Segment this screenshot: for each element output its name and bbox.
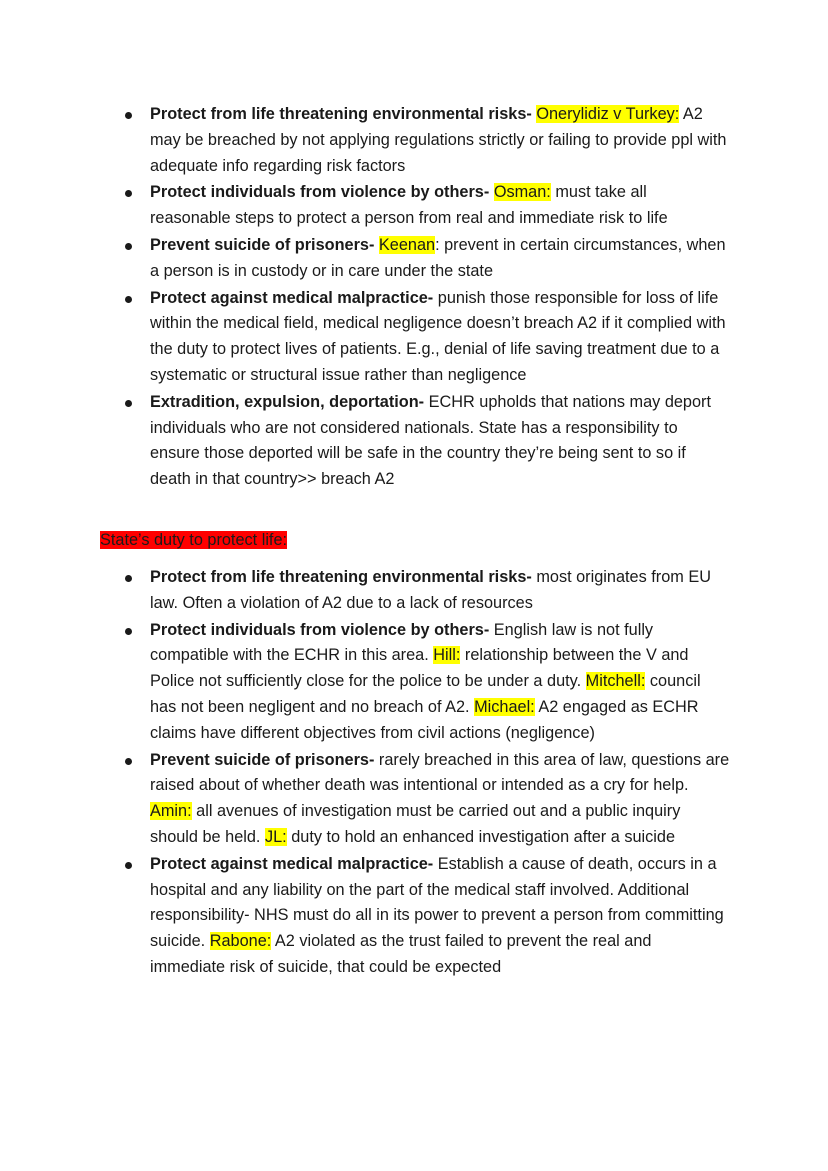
item-text: must take all reasonable steps to protect a person from real and immediate risk to life (150, 183, 668, 228)
item-text: ECHR upholds that nations may deport individuals who are not considered nationals. State has a responsibility to ensure those deported will be safe in the country they’re being sent to so if death in that country>> breach A2 (150, 392, 711, 489)
item-heading: Prevent suicide of prisoners- (150, 235, 375, 254)
list-item (150, 565, 730, 617)
bullet-icon (125, 243, 132, 250)
item-heading: Extradition, expulsion, deportation- (150, 392, 425, 411)
section-heading (100, 528, 287, 552)
case-name: JL: (264, 827, 287, 846)
item-text: A2 may be breached by not applying regulations strictly or failing to provide ppl with adequate info regarding risk factors (150, 105, 727, 175)
bullet-icon (125, 112, 132, 119)
list-item (150, 286, 730, 389)
item-text: most originates from EU law. Often a violation of A2 due to a lack of resources (150, 568, 711, 612)
item-text: relationship between the V and Police not sufficiently close for the police to be under a duty. (150, 646, 689, 691)
case-name: Onerylidiz v Turkey: (536, 105, 680, 123)
item-heading: Protect from life threatening environmental risks- (150, 105, 532, 123)
item-text: : prevent in certain circumstances, when a person is in custody or in care under the state (150, 235, 726, 280)
bullet-icon (125, 400, 132, 407)
list-item (150, 390, 730, 493)
item-text: punish those responsible for loss of life within the medical field, medical negligence doesn’t breach A2 if it complied with the duty to protect lives of patients. E.g., denial of life saving treatment due to a systematic or structural issue rather than negligence (150, 288, 726, 384)
case-name: Amin: (150, 802, 192, 821)
list-item (150, 180, 730, 232)
case-name: Mitchell: (585, 672, 646, 691)
item-heading: Protect individuals from violence by others- (150, 183, 490, 202)
bullet-list-state-duty (150, 565, 730, 982)
bullet-icon (125, 758, 132, 765)
item-heading: Protect from life threatening environmental risks- (150, 568, 532, 586)
case-name: Osman: (493, 183, 551, 202)
item-text: duty to hold an enhanced investigation after a suicide (286, 827, 676, 846)
case-name: Michael: (474, 697, 535, 716)
item-text: all avenues of investigation must be carried out and a public inquiry should be held. (150, 802, 681, 846)
item-text: A2 violated as the trust failed to prevent the real and immediate risk of suicide, that could be expected (150, 932, 652, 976)
case-name: Rabone: (209, 932, 272, 951)
item-heading: Protect against medical malpractice- (150, 854, 434, 873)
bullet-icon (125, 575, 132, 582)
item-text: Establish a cause of death, occurs in a hospital and any liability on the part of the medical staff involved. Additional responsibility- NHS must do all in its power to prevent a person from committing suicide. (150, 854, 724, 951)
case-name: Hill: (433, 646, 461, 665)
item-heading: Prevent suicide of prisoners- (150, 750, 375, 769)
bullet-list-duties (150, 102, 730, 494)
section-heading-text: State’s duty to protect life: (100, 531, 288, 549)
item-heading: Protect individuals from violence by others- (150, 620, 490, 639)
list-item (150, 102, 730, 179)
item-text: A2 engaged as ECHR claims have different objectives from civil actions (negligence) (150, 697, 699, 742)
list-item (150, 618, 730, 747)
item-text: council has not been negligent and no breach of A2. (150, 672, 701, 716)
bullet-icon (125, 862, 132, 869)
item-text: English law is not fully compatible with the ECHR in this area. (150, 620, 654, 665)
list-item (150, 748, 730, 851)
bullet-icon (125, 190, 132, 197)
case-name: Keenan (378, 235, 436, 254)
item-heading: Protect against medical malpractice- (150, 288, 434, 307)
bullet-icon (125, 296, 132, 303)
list-item (150, 852, 730, 981)
list-item (150, 233, 730, 285)
bullet-icon (125, 628, 132, 635)
item-text: rarely breached in this area of law, questions are raised about of whether death was intentional or intended as a cry for help. (150, 750, 730, 795)
